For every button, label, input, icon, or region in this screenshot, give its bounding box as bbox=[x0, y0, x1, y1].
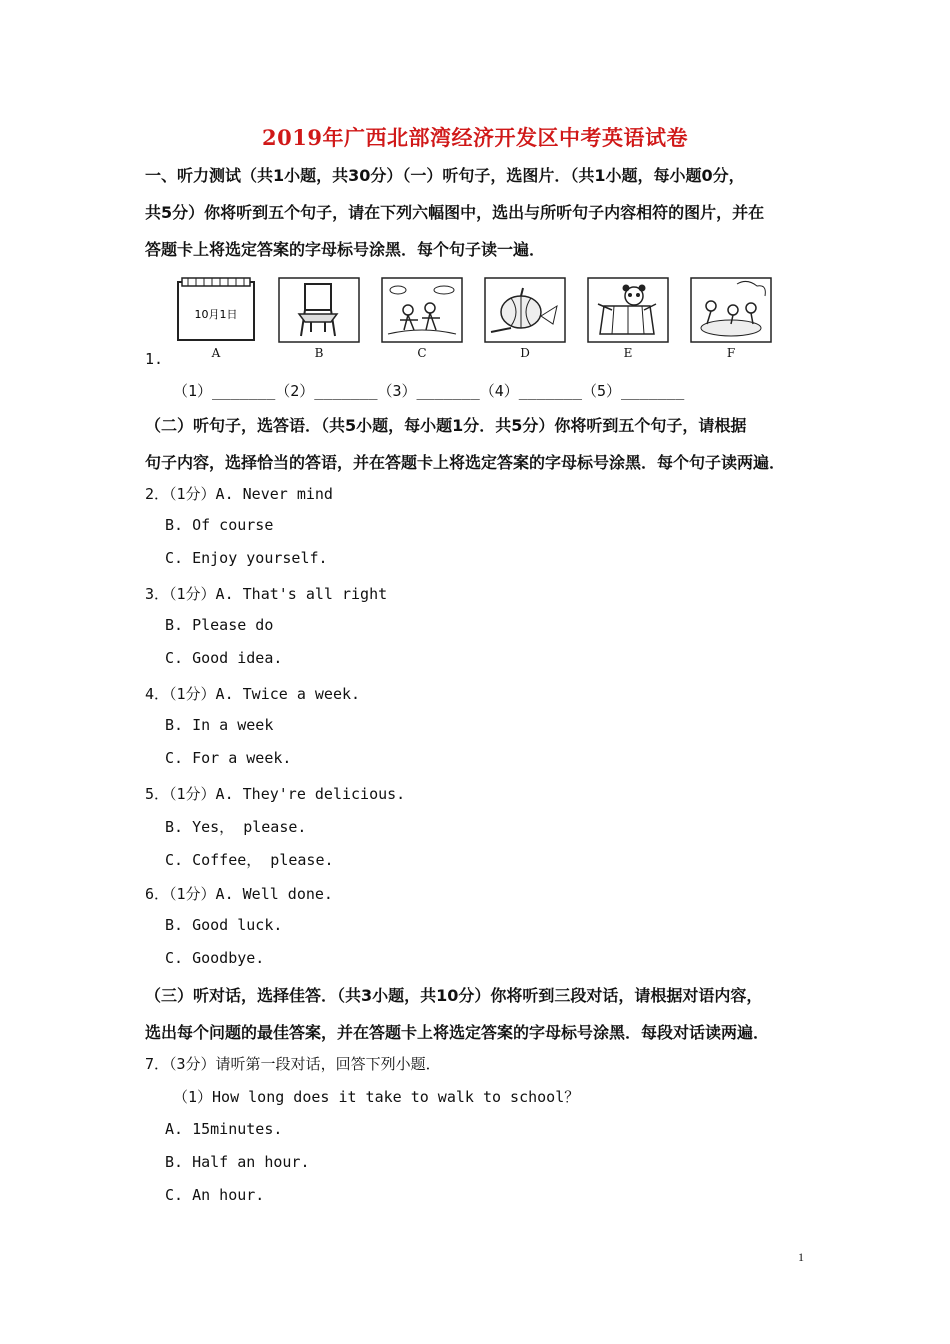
picture-label-f: F bbox=[726, 346, 736, 360]
section2-instruction-line1: （二）听句子，选答语．（共5小题，每小题1分．共5分）你将听到五个句子，请根据 bbox=[145, 416, 747, 435]
question-4-option-b: B. In a week bbox=[165, 716, 274, 734]
question-6-option-b: B. Good luck. bbox=[165, 916, 283, 934]
question-6-option-a: 6．（1分）A. Well done. bbox=[145, 885, 333, 903]
section1-instruction-line2: 共5分）你将听到五个句子，请在下列六幅图中，选出与所听句子内容相符的图片，并在 bbox=[145, 203, 765, 222]
picture-label-d: D bbox=[520, 346, 530, 360]
section3-instruction-line2: 选出每个问题的最佳答案，并在答题卡上将选定答案的字母标号涂黑．每段对话读两遍． bbox=[145, 1023, 770, 1042]
question-3-option-b: B. Please do bbox=[165, 616, 274, 634]
picture-b bbox=[275, 276, 363, 362]
picture-label-b: B bbox=[314, 346, 324, 360]
picture-d bbox=[481, 276, 569, 362]
picture-c bbox=[378, 276, 466, 362]
question-2-option-a: 2．（1分）A. Never mind bbox=[145, 485, 333, 503]
picture-e bbox=[584, 276, 672, 362]
question-3-option-c: C. Good idea. bbox=[165, 649, 283, 667]
calendar-icon bbox=[172, 276, 260, 344]
picture-label-e: E bbox=[623, 346, 633, 360]
question-5-option-b: B. Yes， please. bbox=[165, 818, 307, 836]
question-7-option-a: A. 15minutes. bbox=[165, 1120, 283, 1138]
question-2-option-c: C. Enjoy yourself. bbox=[165, 549, 328, 567]
picture-options bbox=[172, 276, 776, 362]
section1-instruction-line1: 一、听力测试（共1小题，共30分）（一）听句子，选图片．（共1小题，每小题0分， bbox=[145, 166, 745, 185]
question-7-option-c: C. An hour. bbox=[165, 1186, 265, 1204]
page-title: 2019年广西北部湾经济开发区中考英语试卷 bbox=[262, 125, 688, 150]
question-7-heading: 7．（3分）请听第一段对话，回答下列小题． bbox=[145, 1055, 441, 1073]
picture-label-a: A bbox=[211, 346, 221, 360]
section1-instruction-line3: 答题卡上将选定答案的字母标号涂黑．每个句子读一遍． bbox=[145, 240, 546, 259]
question-6-option-c: C. Goodbye. bbox=[165, 949, 265, 967]
question-7-option-b: B. Half an hour. bbox=[165, 1153, 310, 1171]
children-playing-icon bbox=[378, 276, 466, 344]
picture-a bbox=[172, 276, 260, 362]
vegetables-icon bbox=[481, 276, 569, 344]
question-4-option-c: C. For a week. bbox=[165, 749, 292, 767]
answer-blanks: （1）_______（2）_______（3）_______（4）_______（5）_______ bbox=[173, 382, 685, 400]
section2-instruction-line2: 句子内容，选择恰当的答语，并在答题卡上将选定答案的字母标号涂黑．每个句子读两遍． bbox=[145, 453, 786, 472]
panda-box-icon bbox=[584, 276, 672, 344]
calendar-date: 10月1日 bbox=[194, 308, 238, 321]
section3-instruction-line1: （三）听对话，选择佳答．（共3小题，共10分）你将听到三段对话，请根据对语内容， bbox=[145, 986, 763, 1005]
question-1-number: 1. bbox=[145, 350, 164, 368]
question-4-option-a: 4．（1分）A. Twice a week. bbox=[145, 685, 361, 703]
question-3-option-a: 3．（1分）A. That's all right bbox=[145, 585, 388, 603]
question-5-option-c: C. Coffee， please. bbox=[165, 851, 334, 869]
picture-f bbox=[687, 276, 775, 362]
question-7-sub-1: （1）How long does it take to walk to school？ bbox=[173, 1088, 580, 1106]
question-2-option-b: B. Of course bbox=[165, 516, 274, 534]
picture-label-c: C bbox=[417, 346, 427, 360]
question-5-option-a: 5．（1分）A. They're delicious. bbox=[145, 785, 406, 803]
chair-icon bbox=[275, 276, 363, 344]
page-number: 1 bbox=[798, 1250, 804, 1264]
picnic-icon bbox=[687, 276, 775, 344]
